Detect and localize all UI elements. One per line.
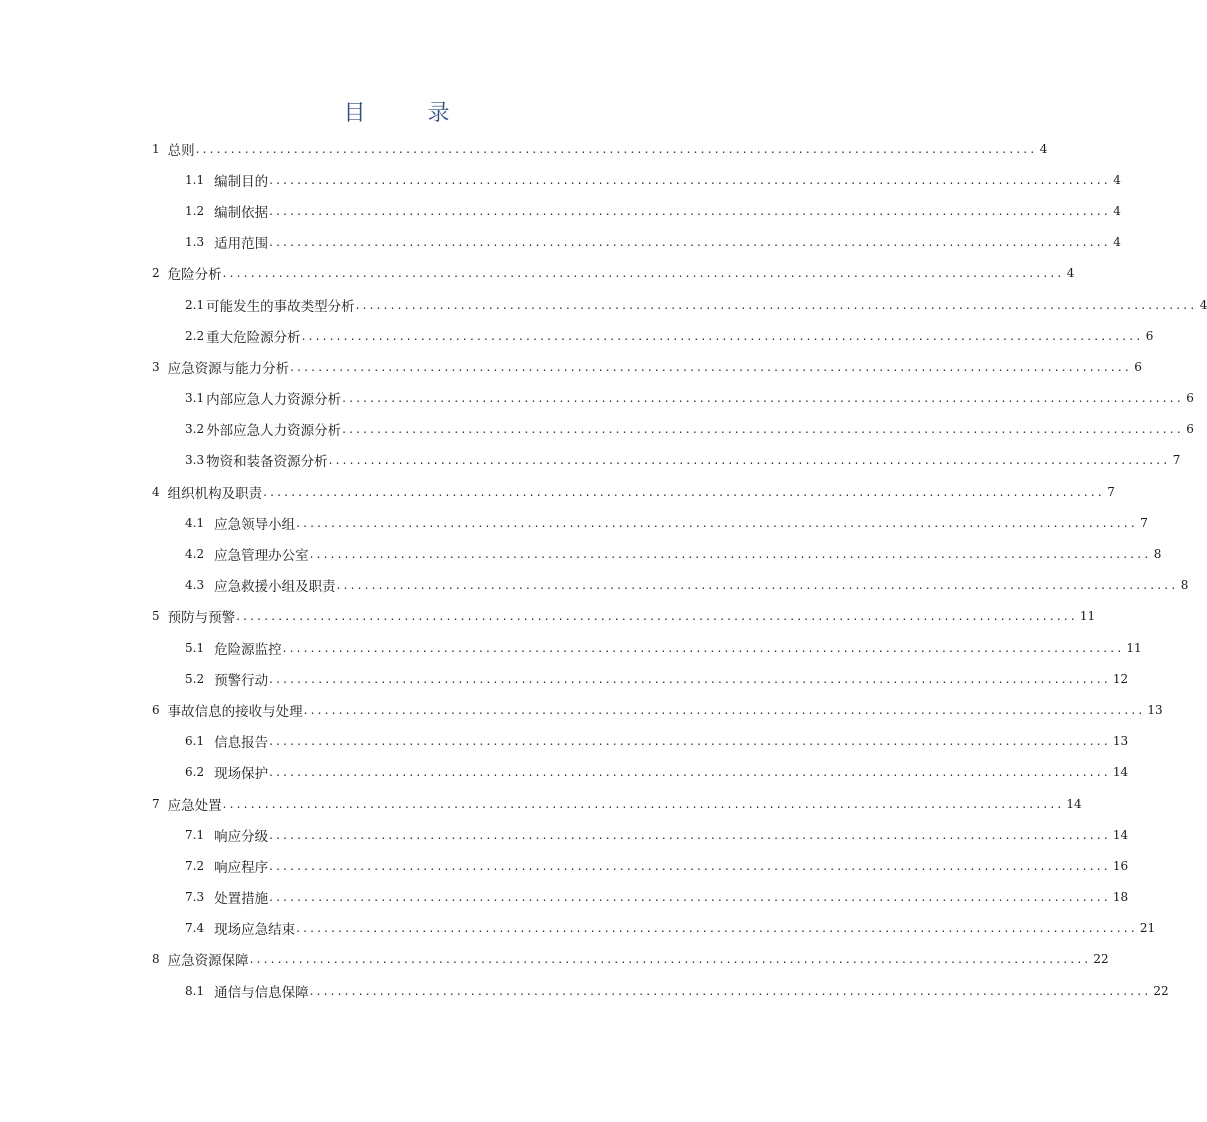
toc-entry-number: 1 [152, 141, 160, 156]
toc-entry-page-number: 4 [1039, 141, 1048, 156]
dot-leader: ........................................................................................................................ [309, 983, 1152, 998]
toc-entry-page-number: 4 [1199, 297, 1207, 312]
dot-leader: ........................................................................................................................ [269, 172, 1111, 187]
toc-entry-number: 7.4 [185, 921, 205, 936]
toc-entry-number: 4.2 [185, 547, 205, 562]
toc-entry-title: 事故信息的接收与处理 [167, 703, 303, 720]
toc-entry-page-number: 4 [1113, 235, 1121, 250]
toc-entry-number: 3 [152, 359, 160, 374]
toc-entry-page-number: 7 [1172, 453, 1181, 468]
toc-entry-page-number: 4 [1066, 266, 1075, 281]
toc-entry-number: 2 [152, 266, 160, 281]
toc-entry-title: 内部应急人力资源分析 [206, 392, 342, 409]
dot-leader: ........................................................................................................................ [195, 141, 1038, 156]
toc-entry-number: 6 [152, 702, 160, 717]
dot-leader: ........................................................................................................................ [269, 203, 1111, 218]
toc-entry-page-number: 6 [1145, 328, 1154, 343]
dot-leader: ........................................................................................................................ [236, 609, 1078, 624]
toc-entry-section[interactable] [152, 164, 1121, 195]
dot-leader: ........................................................................................................................ [249, 952, 1092, 967]
toc-entry-section[interactable] [152, 507, 1148, 538]
dot-leader: ........................................................................................................................ [269, 827, 1111, 842]
dot-leader: ........................................................................................................................ [296, 515, 1138, 530]
toc-entry-section[interactable] [152, 570, 1189, 601]
toc-entry-section[interactable] [152, 538, 1162, 569]
toc-entry-page-number: 6 [1186, 422, 1194, 437]
title-char-1: 目 [343, 101, 366, 126]
toc-entry-title: 可能发生的事故类型分析 [206, 298, 355, 315]
toc-entry-page-number: 11 [1079, 609, 1096, 624]
dot-leader: ........................................................................................................................ [263, 484, 1105, 499]
page-title [0, 96, 793, 127]
toc-entry-page-number: 22 [1153, 983, 1169, 998]
toc-entry-number: 7.2 [185, 858, 205, 873]
toc-entry-title: 应急资源保障 [167, 953, 249, 970]
toc-entry-number: 2.1 [185, 297, 205, 312]
toc-entry-title: 应急处置 [167, 797, 222, 814]
toc-entry-page-number: 8 [1153, 547, 1162, 562]
dot-leader: ........................................................................................................................ [342, 391, 1184, 406]
toc-entry-title: 适用范围 [214, 236, 269, 253]
toc-entry-page-number: 13 [1112, 734, 1129, 749]
toc-entry-number: 5.2 [185, 671, 205, 686]
toc-entry-title: 应急资源与能力分析 [167, 360, 290, 377]
toc-entry-title: 编制依据 [214, 204, 269, 221]
toc-entry-number: 5.1 [185, 640, 205, 655]
toc-entry-title: 危险源监控 [214, 641, 282, 658]
dot-leader: ........................................................................................................................ [290, 359, 1132, 374]
toc-entry-page-number: 6 [1134, 359, 1142, 374]
dot-leader: ........................................................................................................................ [301, 328, 1144, 343]
toc-entry-section[interactable] [152, 757, 1129, 788]
toc-entry-number: 5 [152, 609, 160, 624]
toc-entry-title: 应急领导小组 [214, 516, 296, 533]
toc-entry-section[interactable] [152, 726, 1129, 757]
toc-entry-section[interactable] [152, 320, 1154, 351]
toc-entry-title: 编制目的 [214, 173, 269, 190]
dot-leader: ........................................................................................................................ [269, 671, 1111, 686]
toc-entry-title: 现场保护 [214, 766, 269, 783]
toc-entry-section[interactable] [152, 819, 1129, 850]
dot-leader: ........................................................................................................................ [296, 921, 1138, 936]
toc-entry-title: 响应分级 [214, 828, 269, 845]
toc-entry-title: 现场应急结束 [214, 922, 296, 939]
toc-entry-number: 6.2 [185, 765, 205, 780]
toc-entry-chapter[interactable] [152, 351, 1142, 382]
dot-leader: ........................................................................................................................ [342, 422, 1184, 437]
toc-entry-page-number: 12 [1112, 671, 1129, 686]
toc-entry-page-number: 4 [1113, 203, 1121, 218]
toc-entry-section[interactable] [152, 850, 1129, 881]
dot-leader: ........................................................................................................................ [269, 858, 1111, 873]
dot-leader: ........................................................................................................................ [222, 266, 1065, 281]
dot-leader: ........................................................................................................................ [269, 235, 1111, 250]
toc-entry-title: 总则 [167, 142, 195, 159]
toc-entry-page-number: 18 [1112, 890, 1129, 905]
toc-entry-section[interactable] [152, 289, 1207, 320]
dot-leader: ........................................................................................................................ [269, 890, 1111, 905]
toc-entry-number: 8.1 [185, 983, 205, 998]
toc-entry-chapter[interactable] [152, 601, 1096, 632]
toc-entry-title: 物资和装备资源分析 [206, 454, 328, 471]
toc-entry-page-number: 4 [1113, 172, 1121, 187]
toc-entry-title: 应急管理办公室 [214, 548, 309, 565]
toc-entry-section[interactable] [152, 195, 1121, 226]
toc-entry-title: 危险分析 [167, 267, 222, 284]
toc-entry-number: 1.2 [185, 203, 205, 218]
toc-entry-page-number: 14 [1112, 765, 1129, 780]
toc-entry-chapter[interactable] [152, 788, 1082, 819]
toc-entry-section[interactable] [152, 913, 1156, 944]
toc-entry-number: 4.3 [185, 578, 205, 593]
toc-entry-title: 通信与信息保障 [214, 984, 309, 1001]
toc-entry-number: 3.1 [185, 391, 205, 406]
toc-entry-title: 处置措施 [214, 891, 269, 908]
toc-entry-number: 6.1 [185, 734, 205, 749]
toc-entry-title: 组织机构及职责 [167, 485, 263, 502]
toc-entry-section[interactable] [152, 414, 1194, 445]
toc-entry-page-number: 8 [1180, 578, 1189, 593]
toc-entry-page-number: 14 [1066, 796, 1082, 811]
toc-entry-title: 预防与预警 [167, 610, 236, 627]
toc-entry-page-number: 11 [1126, 640, 1142, 655]
toc-entry-section[interactable] [152, 383, 1194, 414]
toc-entry-chapter[interactable] [152, 258, 1075, 289]
toc-entry-page-number: 6 [1186, 391, 1194, 406]
toc-entry-chapter[interactable] [152, 694, 1163, 725]
toc-entry-section[interactable] [152, 445, 1181, 476]
toc-entry-page-number: 21 [1139, 921, 1156, 936]
toc-entry-section[interactable] [152, 632, 1142, 663]
toc-entry-section[interactable] [152, 663, 1129, 694]
toc-entry-page-number: 14 [1112, 827, 1129, 842]
dot-leader: ........................................................................................................................ [282, 640, 1125, 655]
toc-entry-chapter[interactable] [152, 476, 1115, 507]
toc-entry-page-number: 22 [1093, 952, 1109, 967]
title-char-2: 录 [427, 101, 450, 126]
toc-entry-chapter[interactable] [152, 133, 1048, 164]
dot-leader: ........................................................................................................................ [336, 578, 1179, 593]
toc-entry-section[interactable] [152, 975, 1169, 1006]
toc-entry-title: 外部应急人力资源分析 [206, 423, 342, 440]
toc-entry-title: 重大危险源分析 [206, 329, 301, 346]
toc-entry-number: 2.2 [185, 328, 205, 343]
dot-leader: ........................................................................................................................ [222, 796, 1065, 811]
toc-entry-page-number: 7 [1107, 484, 1115, 499]
toc-entry-number: 4 [152, 484, 160, 499]
toc-entry-title: 信息报告 [214, 735, 269, 752]
toc-entry-page-number: 16 [1112, 858, 1129, 873]
toc-entry-number: 1.1 [185, 172, 205, 187]
toc-entry-number: 7.1 [185, 827, 205, 842]
dot-leader: ........................................................................................................................ [303, 702, 1146, 717]
toc-entry-title: 响应程序 [214, 859, 269, 876]
toc-entry-number: 8 [152, 952, 160, 967]
dot-leader: ........................................................................................................................ [269, 765, 1111, 780]
toc-entry-number: 3.2 [185, 422, 205, 437]
toc-entry-number: 3.3 [185, 453, 205, 468]
toc-entry-number: 7.3 [185, 890, 205, 905]
toc-entry-page-number: 13 [1147, 702, 1163, 717]
toc-entry-section[interactable] [152, 227, 1121, 258]
toc-entry-title: 预警行动 [214, 672, 269, 689]
dot-leader: ........................................................................................................................ [309, 547, 1152, 562]
dot-leader: ........................................................................................................................ [269, 734, 1111, 749]
toc-entry-number: 1.3 [185, 235, 205, 250]
table-of-contents [152, 133, 1207, 1006]
toc-entry-number: 4.1 [185, 515, 205, 530]
dot-leader: ........................................................................................................................ [355, 297, 1198, 312]
toc-entry-chapter[interactable] [152, 944, 1109, 975]
toc-entry-number: 7 [152, 796, 160, 811]
dot-leader: ........................................................................................................................ [328, 453, 1171, 468]
toc-entry-section[interactable] [152, 882, 1129, 913]
toc-entry-title: 应急救援小组及职责 [214, 579, 336, 596]
toc-entry-page-number: 7 [1140, 515, 1148, 530]
